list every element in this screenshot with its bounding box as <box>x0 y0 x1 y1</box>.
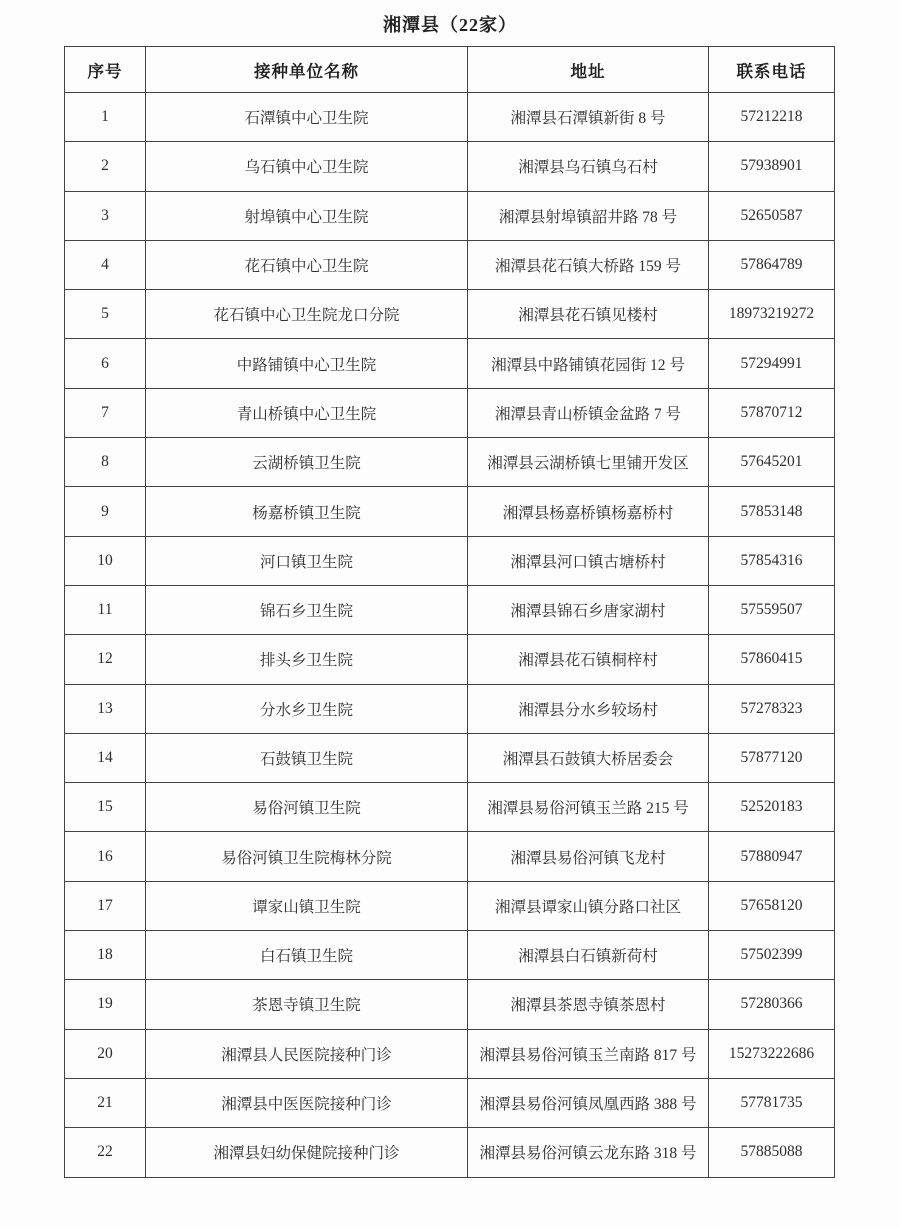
cell-index: 8 <box>65 438 146 487</box>
cell-phone: 57860415 <box>709 635 835 684</box>
cell-unit-name: 花石镇中心卫生院龙口分院 <box>146 290 468 339</box>
cell-index: 2 <box>65 142 146 191</box>
cell-phone: 57877120 <box>709 733 835 782</box>
cell-address: 湘潭县花石镇见楼村 <box>468 290 709 339</box>
cell-index: 1 <box>65 93 146 142</box>
cell-unit-name: 青山桥镇中心卫生院 <box>146 388 468 437</box>
cell-address: 湘潭县河口镇古塘桥村 <box>468 536 709 585</box>
cell-phone: 18973219272 <box>709 290 835 339</box>
cell-phone: 52520183 <box>709 783 835 832</box>
cell-unit-name: 湘潭县妇幼保健院接种门诊 <box>146 1128 468 1177</box>
column-header-index: 序号 <box>65 47 146 93</box>
column-header-unit-name: 接种单位名称 <box>146 47 468 93</box>
cell-index: 17 <box>65 881 146 930</box>
table-row <box>65 93 835 142</box>
cell-phone: 15273222686 <box>709 1029 835 1078</box>
table-row <box>65 931 835 980</box>
cell-address: 湘潭县谭家山镇分路口社区 <box>468 881 709 930</box>
cell-index: 12 <box>65 635 146 684</box>
cell-phone: 57502399 <box>709 931 835 980</box>
cell-address: 湘潭县花石镇大桥路 159 号 <box>468 240 709 289</box>
table-row <box>65 980 835 1029</box>
vaccination-units-table <box>64 46 835 1178</box>
cell-index: 3 <box>65 191 146 240</box>
table-row <box>65 290 835 339</box>
cell-address: 湘潭县白石镇新荷村 <box>468 931 709 980</box>
cell-phone: 57658120 <box>709 881 835 930</box>
cell-index: 10 <box>65 536 146 585</box>
cell-index: 6 <box>65 339 146 388</box>
cell-index: 11 <box>65 585 146 634</box>
table-row <box>65 635 835 684</box>
cell-address: 湘潭县茶恩寺镇茶恩村 <box>468 980 709 1029</box>
table-row <box>65 240 835 289</box>
cell-index: 5 <box>65 290 146 339</box>
cell-unit-name: 石鼓镇卫生院 <box>146 733 468 782</box>
cell-unit-name: 湘潭县人民医院接种门诊 <box>146 1029 468 1078</box>
cell-phone: 57781735 <box>709 1078 835 1127</box>
cell-unit-name: 中路铺镇中心卫生院 <box>146 339 468 388</box>
header-row <box>65 47 835 93</box>
cell-unit-name: 易俗河镇卫生院 <box>146 783 468 832</box>
cell-index: 18 <box>65 931 146 980</box>
cell-address: 湘潭县云湖桥镇七里铺开发区 <box>468 438 709 487</box>
cell-unit-name: 杨嘉桥镇卫生院 <box>146 487 468 536</box>
cell-phone: 57864789 <box>709 240 835 289</box>
cell-phone: 57559507 <box>709 585 835 634</box>
cell-unit-name: 河口镇卫生院 <box>146 536 468 585</box>
cell-index: 7 <box>65 388 146 437</box>
table-row <box>65 388 835 437</box>
cell-index: 14 <box>65 733 146 782</box>
cell-address: 湘潭县易俗河镇凤凰西路 388 号 <box>468 1078 709 1127</box>
cell-address: 湘潭县杨嘉桥镇杨嘉桥村 <box>468 487 709 536</box>
table-header <box>65 47 835 93</box>
cell-index: 19 <box>65 980 146 1029</box>
page-title: 湘潭县（22家） <box>383 15 517 35</box>
cell-phone: 57645201 <box>709 438 835 487</box>
cell-phone: 57885088 <box>709 1128 835 1177</box>
table-row <box>65 191 835 240</box>
cell-unit-name: 谭家山镇卫生院 <box>146 881 468 930</box>
cell-phone: 57280366 <box>709 980 835 1029</box>
cell-address: 湘潭县易俗河镇玉兰路 215 号 <box>468 783 709 832</box>
cell-unit-name: 射埠镇中心卫生院 <box>146 191 468 240</box>
cell-address: 湘潭县乌石镇乌石村 <box>468 142 709 191</box>
table-row <box>65 881 835 930</box>
cell-index: 13 <box>65 684 146 733</box>
cell-unit-name: 乌石镇中心卫生院 <box>146 142 468 191</box>
cell-phone: 57294991 <box>709 339 835 388</box>
table-row <box>65 1128 835 1177</box>
table-row <box>65 536 835 585</box>
cell-phone: 57212218 <box>709 93 835 142</box>
cell-unit-name: 湘潭县中医医院接种门诊 <box>146 1078 468 1127</box>
cell-phone: 57853148 <box>709 487 835 536</box>
table-row <box>65 1029 835 1078</box>
cell-phone: 57880947 <box>709 832 835 881</box>
cell-index: 15 <box>65 783 146 832</box>
cell-address: 湘潭县易俗河镇飞龙村 <box>468 832 709 881</box>
cell-phone: 57854316 <box>709 536 835 585</box>
cell-index: 20 <box>65 1029 146 1078</box>
cell-address: 湘潭县分水乡较场村 <box>468 684 709 733</box>
cell-address: 湘潭县花石镇桐梓村 <box>468 635 709 684</box>
cell-unit-name: 云湖桥镇卫生院 <box>146 438 468 487</box>
column-header-phone: 联系电话 <box>709 47 835 93</box>
cell-address: 湘潭县青山桥镇金盆路 7 号 <box>468 388 709 437</box>
cell-unit-name: 白石镇卫生院 <box>146 931 468 980</box>
table-row <box>65 733 835 782</box>
cell-phone: 57278323 <box>709 684 835 733</box>
cell-address: 湘潭县锦石乡唐家湖村 <box>468 585 709 634</box>
table-row <box>65 142 835 191</box>
table-row <box>65 783 835 832</box>
cell-phone: 57938901 <box>709 142 835 191</box>
cell-unit-name: 石潭镇中心卫生院 <box>146 93 468 142</box>
table-row <box>65 684 835 733</box>
cell-index: 22 <box>65 1128 146 1177</box>
cell-phone: 52650587 <box>709 191 835 240</box>
table-row <box>65 832 835 881</box>
cell-address: 湘潭县石鼓镇大桥居委会 <box>468 733 709 782</box>
cell-index: 4 <box>65 240 146 289</box>
cell-index: 9 <box>65 487 146 536</box>
cell-address: 湘潭县射埠镇韶井路 78 号 <box>468 191 709 240</box>
cell-address: 湘潭县中路铺镇花园街 12 号 <box>468 339 709 388</box>
cell-index: 21 <box>65 1078 146 1127</box>
cell-unit-name: 易俗河镇卫生院梅林分院 <box>146 832 468 881</box>
table-row <box>65 585 835 634</box>
cell-unit-name: 茶恩寺镇卫生院 <box>146 980 468 1029</box>
cell-address: 湘潭县易俗河镇云龙东路 318 号 <box>468 1128 709 1177</box>
cell-address: 湘潭县易俗河镇玉兰南路 817 号 <box>468 1029 709 1078</box>
cell-unit-name: 排头乡卫生院 <box>146 635 468 684</box>
cell-index: 16 <box>65 832 146 881</box>
cell-unit-name: 花石镇中心卫生院 <box>146 240 468 289</box>
table-row <box>65 487 835 536</box>
table-body <box>65 93 835 1178</box>
cell-phone: 57870712 <box>709 388 835 437</box>
table-row <box>65 438 835 487</box>
table-row <box>65 339 835 388</box>
cell-unit-name: 分水乡卫生院 <box>146 684 468 733</box>
cell-unit-name: 锦石乡卫生院 <box>146 585 468 634</box>
cell-address: 湘潭县石潭镇新街 8 号 <box>468 93 709 142</box>
column-header-address: 地址 <box>468 47 709 93</box>
table-row <box>65 1078 835 1127</box>
